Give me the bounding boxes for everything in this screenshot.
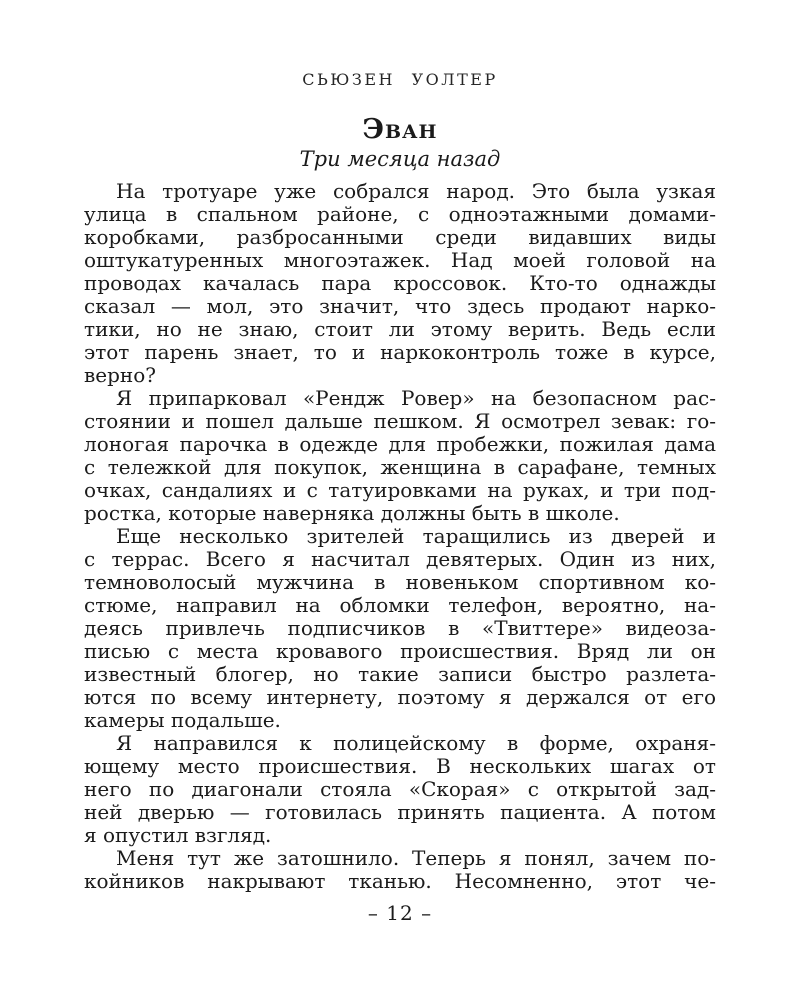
text-line: с тележкой для покупок, женщина в сарафане, темных [84,455,716,479]
text-line: Я припарковал «Рендж Ровер» на безопасном рас- [116,386,716,410]
text-line: На тротуаре уже собрался народ. Это была узкая [116,179,716,203]
paragraph [84,387,716,525]
page-inner [84,0,716,925]
chapter-title: Эван [362,114,438,145]
text-line: стюме, направил на обломки телефон, вероятно, на- [84,593,716,617]
text-line: ростка, которые наверняка должны быть в школе. [84,501,620,525]
text-line: него по диагонали стояла «Скорая» с открытой зад- [84,777,716,801]
text-line: деясь привлечь подписчиков в «Твиттере» видеоза- [84,616,716,640]
text-line: проводах качалась пара кроссовок. Кто-то однажды [84,271,716,295]
text-line: камеры подальше. [84,708,281,732]
text-line: писью с места кровавого происшествия. Вряд ли он [84,639,716,663]
paragraph [84,525,716,732]
text-line: улица в спальном районе, с одноэтажными домами- [84,202,716,226]
body-text [84,180,716,893]
text-line: Меня тут же затошнило. Теперь я понял, зачем по- [116,846,716,870]
text-line: стоянии и пошел дальше пешком. Я осмотрел зевак: го- [84,409,716,433]
chapter-subtitle: Три месяца назад [299,147,501,171]
text-line: Еще несколько зрителей таращились из дверей и [116,524,716,548]
text-line: койников накрывают тканью. Несомненно, этот че- [84,869,716,893]
text-line: этот парень знает, то и наркоконтроль тоже в курсе, [84,340,716,364]
text-line: тики, но не знаю, стоит ли этому верить. Ведь если [84,317,716,341]
text-line: лоногая парочка в одежде для пробежки, пожилая дама [84,432,716,456]
paragraph [84,847,716,893]
text-line: оштукатуренных многоэтажек. Над моей головой на [84,248,716,272]
page-number: – 12 – [367,901,433,925]
text-line: с террас. Всего я насчитал девятерых. Один из них, [84,547,716,571]
paragraph [84,180,716,387]
text-line: сказал — мол, это значит, что здесь продают нарко- [84,294,716,318]
text-line: ющему место происшествия. В нескольких шагах от [84,754,716,778]
text-line: известный блогер, но такие записи быстро разлета- [84,662,716,686]
text-line: ются по всему интернету, поэтому я держался от его [84,685,716,709]
text-line: Я направился к полицейскому в форме, охраня- [116,731,716,755]
text-line: очках, сандалиях и с татуировками на руках, и три под- [84,478,716,502]
running-header: СЬЮЗЕН УОЛТЕР [302,70,498,89]
text-line: я опустил взгляд. [84,823,272,847]
paragraph [84,732,716,847]
text-line: ней дверью — готовилась принять пациента. А потом [84,800,716,824]
text-line: коробками, разбросанными среди видавших виды [84,225,716,249]
text-line: верно? [84,363,156,387]
text-line: темноволосый мужчина в новеньком спортивном ко- [84,570,716,594]
